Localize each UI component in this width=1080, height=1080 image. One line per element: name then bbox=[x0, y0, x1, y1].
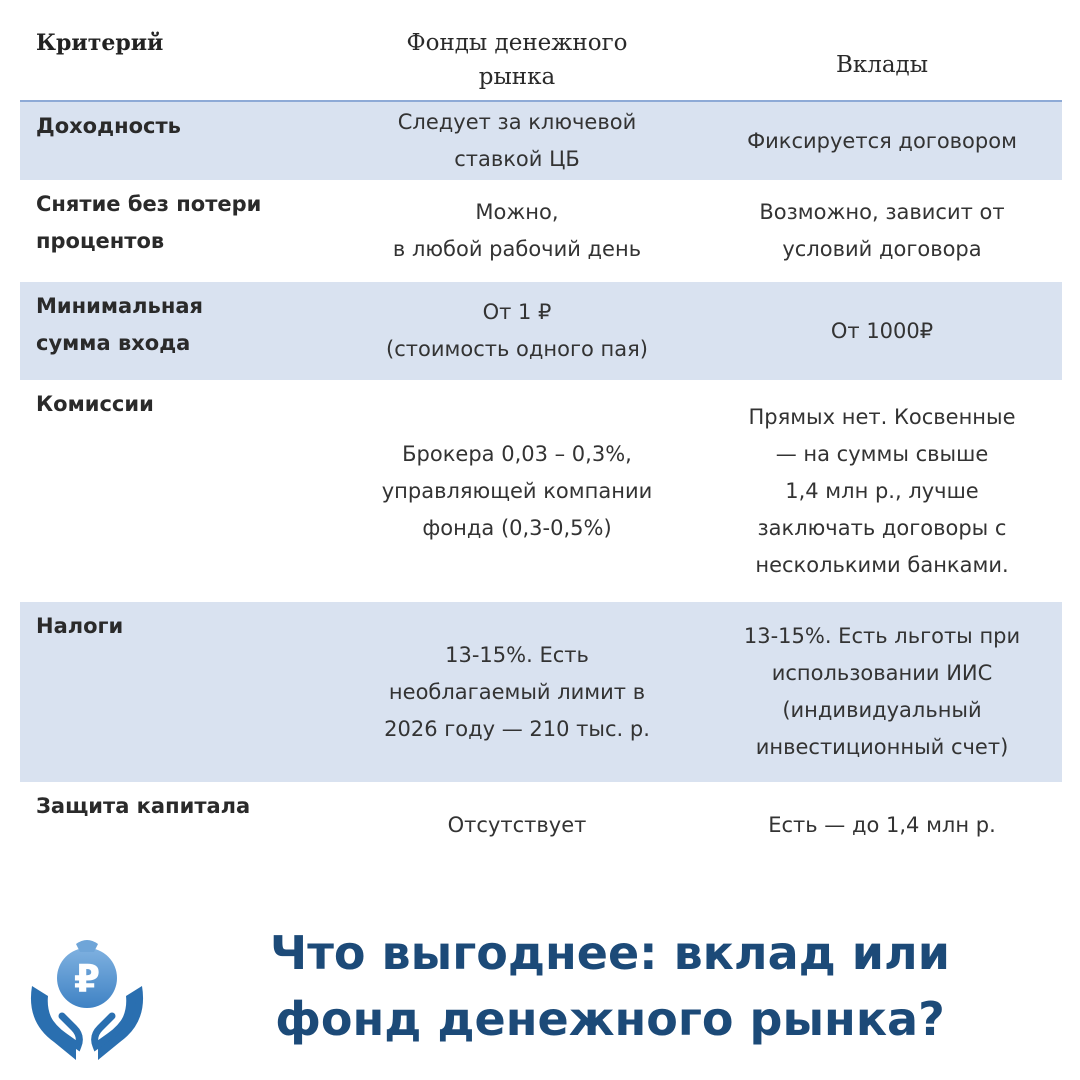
table-row bbox=[20, 602, 1062, 782]
table-header-row bbox=[20, 20, 1062, 102]
fund-cell: Можно, в любой рабочий день bbox=[392, 200, 642, 261]
header-criterion: Критерий bbox=[36, 30, 164, 56]
table-row bbox=[20, 180, 1062, 282]
deposit-cell: От 1000₽ bbox=[830, 318, 934, 343]
criterion-cell: Минимальная сумма входа bbox=[36, 294, 203, 355]
deposit-cell: Возможно, зависит от условий договора bbox=[759, 200, 1005, 261]
criterion-cell: Защита капитала bbox=[36, 794, 251, 818]
fund-cell: Брокера 0,03 – 0,3%, управляющей компании фонда (0,3-0,5%) bbox=[381, 441, 653, 540]
criterion-cell: Доходность bbox=[36, 114, 181, 138]
page-title: Что выгоднее: вклад или фонд денежного рынка? bbox=[270, 926, 950, 1046]
table-row bbox=[20, 102, 1062, 180]
comparison-table bbox=[20, 20, 1062, 868]
table-row bbox=[20, 282, 1062, 380]
deposit-cell: Прямых нет. Косвенные — на суммы свыше 1,4 млн р., лучше заключать договоры с несколькими банками. bbox=[748, 404, 1016, 577]
deposit-cell: Есть — до 1,4 млн р. bbox=[768, 812, 996, 837]
criterion-cell: Налоги bbox=[36, 614, 124, 638]
table-row bbox=[20, 380, 1062, 602]
deposit-cell: Фиксируется договором bbox=[747, 128, 1017, 153]
header-deposits: Вклады bbox=[835, 52, 929, 78]
deposit-cell: 13-15%. Есть льготы при использовании ИИС (индивидуальный инвестиционный счет) bbox=[743, 624, 1021, 759]
criterion-cell: Снятие без потери процентов bbox=[36, 192, 262, 253]
criterion-cell: Комиссии bbox=[36, 392, 154, 416]
fund-cell: От 1 ₽ (стоимость одного пая) bbox=[386, 300, 648, 361]
svg-text:₽: ₽ bbox=[73, 957, 101, 1001]
fund-cell: 13-15%. Есть необлагаемый лимит в 2026 году — 210 тыс. р. bbox=[384, 642, 650, 741]
table-row bbox=[20, 782, 1062, 868]
hands-holding-ruble-coin-icon bbox=[22, 930, 152, 1070]
fund-cell: Следует за ключевой ставкой ЦБ bbox=[397, 110, 637, 171]
header-funds: Фонды денежного рынка bbox=[406, 30, 628, 90]
fund-cell: Отсутствует bbox=[447, 812, 587, 837]
